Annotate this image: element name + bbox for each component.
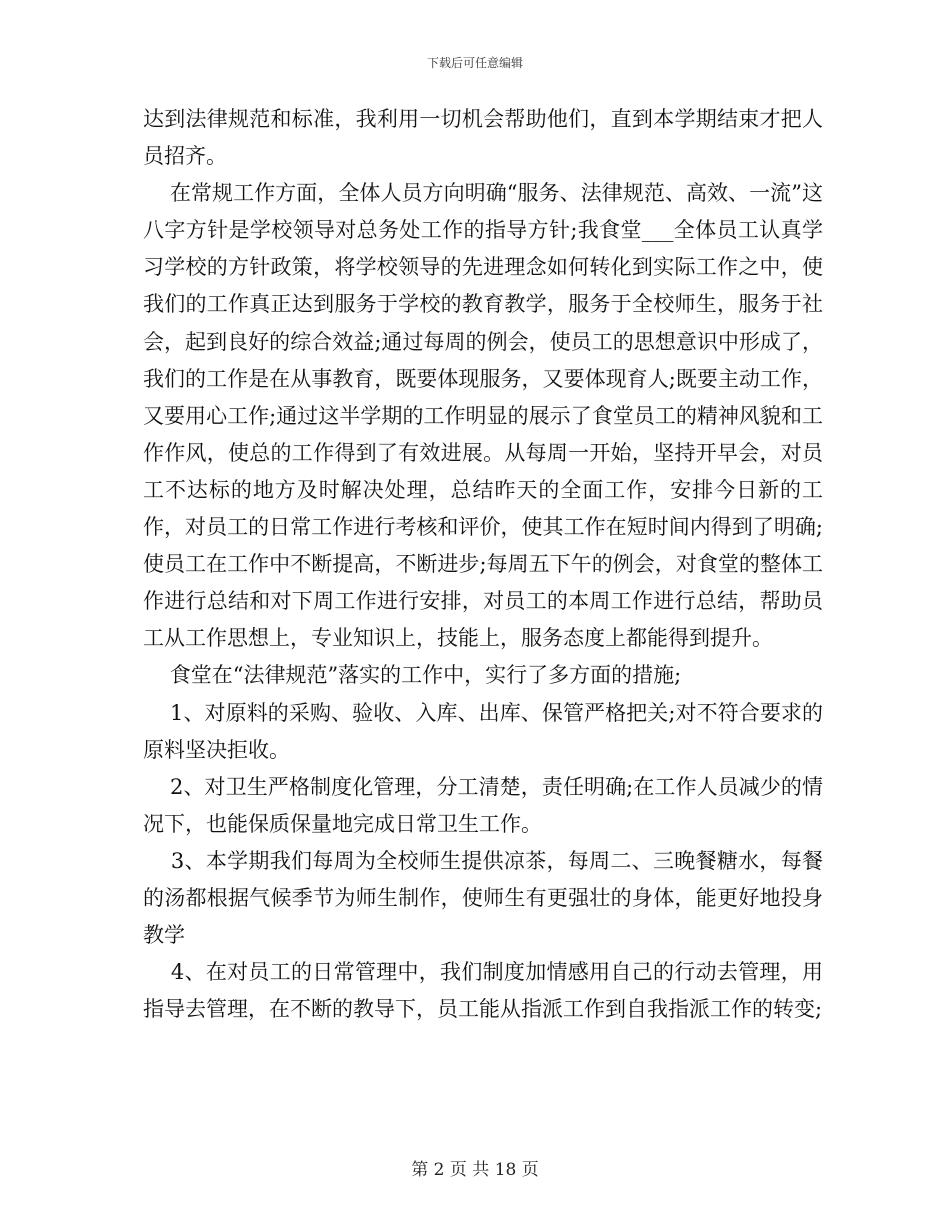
page-header: 下载后可任意编辑 — [426, 56, 523, 70]
list-item-4: 4、在对员工的日常管理中，我们制度加情感用自己的行动去管理，用指导去管理，在不断的教导下，员工能从指派工作到自我指派工作的转变; — [143, 960, 824, 1022]
list-item-1: 1、对原料的采购、验收、入库、出库、保管严格把关;对不符合要求的原料坚决拒收。 — [143, 700, 823, 762]
document-body — [143, 101, 823, 1028]
list-item-3: 3、本学期我们每周为全校师生提供凉茶，每周二、三晚餐糖水，每餐的汤都根据气候季节为师生制作，使师生有更强壮的身体，能更好地投身教学 — [143, 848, 824, 948]
paragraph-continuation: 达到法律规范和标准，我利用一切机会帮助他们，直到本学期结束才把人员招齐。 — [143, 107, 823, 169]
paragraph-routine-work: 在常规工作方面，全体人员方向明确“服务、法律规范、高效、一流”这八字方针是学校领导对总务处工作的指导方针;我食堂___全体员工认真学习学校的方针政策，将学校领导的先进理念如何转化到实际工作之中，使我们的工作真正达到服务于学校的教育教学，服务于全校师生，服务于社会，起到良好的综合效益;通过每周的例会，使员工的思想意识中形成了，我们的工作是在从事教育，既要体现服务，又要体现育人;既要主动工作，又要用心工作;通过这半学期的工作明显的展示了食堂员工的精神风貌和工作作风，使总的工作得到了有效进展。从每周一开始，坚持开早会，对员工不达标的地方及时解决处理，总结昨天的全面工作，安排今日新的工作，对员工的日常工作进行考核和评价，使其工作在短时间内得到了明确;使员工在工作中不断提高，不断进步;每周五下午的例会，对食堂的整体工作进行总结和对下周工作进行安排，对员工的本周工作进行总结，帮助员工从工作思想上，专业知识上，技能上，服务态度上都能得到提升。 — [143, 181, 823, 651]
paragraph-measures-intro: 食堂在“法律规范”落实的工作中，实行了多方面的措施; — [143, 663, 682, 688]
page-footer: 第 2 页 共 18 页 — [411, 1160, 539, 1180]
list-item-2: 2、对卫生严格制度化管理，分工清楚，责任明确;在工作人员减少的情况下，也能保质保量地完成日常卫生工作。 — [143, 774, 823, 836]
